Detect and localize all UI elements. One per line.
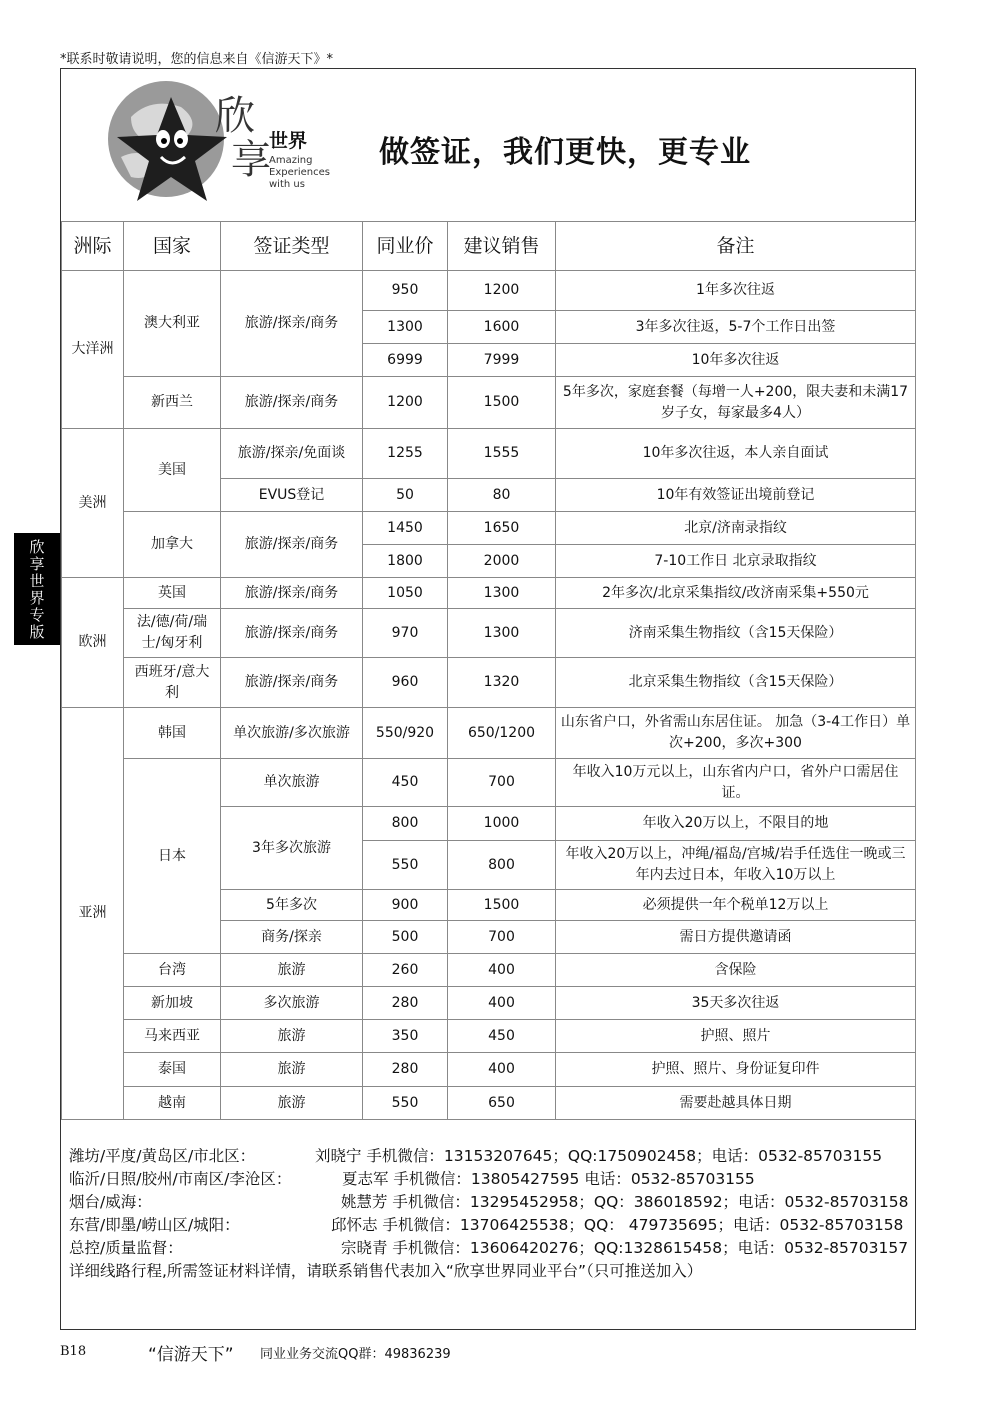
- table-cell: 新加坡: [124, 987, 221, 1020]
- header-trade-price: 同业价: [363, 222, 448, 271]
- table-cell: 1800: [363, 545, 448, 578]
- company-logo: [91, 77, 351, 217]
- table-cell: 80: [448, 479, 556, 512]
- table-cell: 2000: [448, 545, 556, 578]
- table-cell: 800: [363, 807, 448, 841]
- side-tab-char: 享: [29, 555, 45, 573]
- table-cell: 970: [363, 609, 448, 658]
- table-cell: 旅游/探亲/商务: [221, 609, 363, 658]
- table-cell: 500: [363, 921, 448, 954]
- contact-info: 刘晓宁 手机微信：13153207645；QQ:1750902458；电话：0532-85703155: [315, 1147, 883, 1165]
- table-cell: 旅游/探亲/商务: [221, 578, 363, 609]
- table-cell: 旅游: [221, 954, 363, 987]
- table-cell: 旅游: [221, 1053, 363, 1087]
- table-cell: 加拿大: [124, 512, 221, 578]
- table-cell: 美洲: [62, 429, 124, 578]
- table-cell: 6999: [363, 344, 448, 377]
- table-cell: 1年多次往返: [556, 271, 916, 311]
- table-cell: 800: [448, 841, 556, 890]
- qq-group: 同业业务交流QQ群：49836239: [260, 1347, 451, 1362]
- table-cell: 7999: [448, 344, 556, 377]
- logo-tagline-1: Amazing: [269, 155, 313, 166]
- table-row: [62, 1020, 916, 1053]
- table-cell: 5年多次: [221, 890, 363, 921]
- table-cell: 1300: [448, 578, 556, 609]
- contact-line: [69, 1145, 909, 1168]
- table-row: [62, 1087, 916, 1120]
- contact-line: [69, 1168, 909, 1191]
- table-cell: 1050: [363, 578, 448, 609]
- table-cell: 年收入20万以上，不限目的地: [556, 807, 916, 841]
- table-cell: EVUS登记: [221, 479, 363, 512]
- page-frame: [60, 68, 916, 1330]
- table-cell: 450: [448, 1020, 556, 1053]
- header: [61, 69, 915, 222]
- table-cell: 西班牙/意大利: [124, 658, 221, 708]
- table-cell: 北京采集生物指纹（含15天保险）: [556, 658, 916, 708]
- table-cell: 旅游/探亲/商务: [221, 658, 363, 708]
- table-body: [62, 271, 916, 1120]
- table-cell: 550: [363, 841, 448, 890]
- contact-area: 东营/即墨/崂山区/城阳：: [69, 1216, 240, 1234]
- table-row: [62, 708, 916, 759]
- table-cell: 韩国: [124, 708, 221, 759]
- table-row: [62, 1053, 916, 1087]
- table-cell: 1650: [448, 512, 556, 545]
- top-note: *联系时敬请说明，您的信息来自《信游天下》*: [60, 52, 334, 67]
- table-cell: 1320: [448, 658, 556, 708]
- side-tab-char: 世: [29, 572, 45, 590]
- table-cell: 1300: [363, 311, 448, 344]
- table-cell: 1300: [448, 609, 556, 658]
- table-row: [62, 609, 916, 658]
- table-cell: 单次旅游: [221, 759, 363, 807]
- table-cell: 1555: [448, 429, 556, 479]
- table-cell: 商务/探亲: [221, 921, 363, 954]
- table-cell: 旅游/探亲/商务: [221, 512, 363, 578]
- table-cell: 350: [363, 1020, 448, 1053]
- table-cell: 10年多次往返: [556, 344, 916, 377]
- table-cell: 护照、照片、身份证复印件: [556, 1053, 916, 1087]
- visa-price-table: [61, 221, 916, 1120]
- table-cell: 700: [448, 759, 556, 807]
- side-tab-char: 专: [29, 606, 45, 624]
- table-cell: 900: [363, 890, 448, 921]
- table-cell: 650/1200: [448, 708, 556, 759]
- table-cell: 35天多次往返: [556, 987, 916, 1020]
- side-tab-char: 界: [29, 589, 45, 607]
- table-cell: 旅游/探亲/免面谈: [221, 429, 363, 479]
- table-cell: 法/德/荷/瑞士/匈牙利: [124, 609, 221, 658]
- side-tab: [14, 533, 60, 645]
- table-row: [62, 954, 916, 987]
- contact-note: 详细线路行程,所需签证材料详情，请联系销售代表加入“欣享世界同业平台”（只可推送加入）: [69, 1262, 703, 1280]
- contact-area: 烟台/威海：: [69, 1193, 152, 1211]
- logo-char-1: 欣: [215, 93, 255, 139]
- header-continent: 洲际: [62, 222, 124, 271]
- contact-area: 总控/质量监督：: [69, 1239, 183, 1257]
- header-suggested-price: 建议销售: [448, 222, 556, 271]
- table-cell: 年收入20万以上，冲绳/福岛/宫城/岩手任选住一晚或三年内去过日本，年收入10万以上: [556, 841, 916, 890]
- publication-name: “信游天下”: [148, 1345, 234, 1365]
- contact-info: 邱怀志 手机微信：13706425538；QQ： 479735695；电话：0532-85703158: [331, 1216, 904, 1234]
- table-row: [62, 512, 916, 545]
- table-cell: 280: [363, 987, 448, 1020]
- table-cell: 1600: [448, 311, 556, 344]
- table-cell: 日本: [124, 759, 221, 954]
- table-row: [62, 271, 916, 311]
- side-tab-char: 版: [29, 623, 45, 641]
- table-cell: 950: [363, 271, 448, 311]
- table-cell: 400: [448, 987, 556, 1020]
- table-cell: 1500: [448, 377, 556, 429]
- table-cell: 2年多次/北京采集指纹/改济南采集+550元: [556, 578, 916, 609]
- table-cell: 260: [363, 954, 448, 987]
- mascot-pupil-right: [177, 138, 183, 144]
- table-cell: 新西兰: [124, 377, 221, 429]
- table-cell: 北京/济南录指纹: [556, 512, 916, 545]
- table-cell: 济南采集生物指纹（含15天保险）: [556, 609, 916, 658]
- mascot-pupil-left: [161, 138, 167, 144]
- table-cell: 马来西亚: [124, 1020, 221, 1053]
- table-cell: 澳大利亚: [124, 271, 221, 377]
- table-cell: 山东省户口，外省需山东居住证。 加急（3-4工作日）单次+200，多次+300: [556, 708, 916, 759]
- slogan: 做签证，我们更快，更专业: [379, 135, 751, 170]
- table-cell: 1200: [448, 271, 556, 311]
- table-cell: 10年多次往返，本人亲自面试: [556, 429, 916, 479]
- table-cell: 1450: [363, 512, 448, 545]
- table-cell: 1255: [363, 429, 448, 479]
- table-row: [62, 578, 916, 609]
- logo-tagline-2: Experiences: [269, 167, 330, 178]
- table-cell: 1500: [448, 890, 556, 921]
- table-cell: 5年多次，家庭套餐（每增一人+200，限夫妻和未满17岁子女，每家最多4人）: [556, 377, 916, 429]
- table-header-row: [62, 222, 916, 271]
- table-cell: 550/920: [363, 708, 448, 759]
- table-row: [62, 658, 916, 708]
- table-row: [62, 987, 916, 1020]
- contact-line: [69, 1237, 909, 1260]
- table-row: [62, 377, 916, 429]
- table-cell: 50: [363, 479, 448, 512]
- logo-char-2: 享: [231, 137, 271, 183]
- table-cell: 400: [448, 954, 556, 987]
- table-cell: 960: [363, 658, 448, 708]
- table-cell: 英国: [124, 578, 221, 609]
- logo-tagline-3: with us: [269, 179, 305, 190]
- page-number: B18: [60, 1344, 87, 1359]
- contact-line: [69, 1214, 909, 1237]
- table-cell: 10年有效签证出境前登记: [556, 479, 916, 512]
- contact-area: 临沂/日照/胶州/市南区/李沧区：: [69, 1170, 292, 1188]
- header-country: 国家: [124, 222, 221, 271]
- table-row: [62, 759, 916, 807]
- table-cell: 650: [448, 1087, 556, 1120]
- table-cell: 550: [363, 1087, 448, 1120]
- header-visa-type: 签证类型: [221, 222, 363, 271]
- table-cell: 护照、照片: [556, 1020, 916, 1053]
- table-cell: 美国: [124, 429, 221, 512]
- table-cell: 年收入10万元以上，山东省内户口，省外户口需居住证。: [556, 759, 916, 807]
- table-cell: 700: [448, 921, 556, 954]
- table-row: [62, 429, 916, 479]
- contact-section: [69, 1145, 909, 1283]
- table-cell: 欧洲: [62, 578, 124, 708]
- table-cell: 400: [448, 1053, 556, 1087]
- table-cell: 越南: [124, 1087, 221, 1120]
- table-cell: 多次旅游: [221, 987, 363, 1020]
- table-cell: 台湾: [124, 954, 221, 987]
- contact-line: [69, 1191, 909, 1214]
- contact-area: 潍坊/平度/黄岛区/市北区：: [69, 1147, 256, 1165]
- table-cell: 需要赴越具体日期: [556, 1087, 916, 1120]
- table-cell: 单次旅游/多次旅游: [221, 708, 363, 759]
- table-cell: 3年多次旅游: [221, 807, 363, 890]
- contact-info: 宗晓青 手机微信：13606420276；QQ:1328615458；电话：0532-85703157: [341, 1239, 909, 1257]
- contact-info: 姚慧芳 手机微信：13295452958；QQ：386018592；电话：0532-85703158: [341, 1193, 909, 1211]
- side-tab-char: 欣: [29, 538, 45, 556]
- table-cell: 大洋洲: [62, 271, 124, 429]
- table-cell: 1200: [363, 377, 448, 429]
- table-cell: 280: [363, 1053, 448, 1087]
- table-cell: 1000: [448, 807, 556, 841]
- table-cell: 旅游/探亲/商务: [221, 271, 363, 377]
- table-cell: 泰国: [124, 1053, 221, 1087]
- table-cell: 亚洲: [62, 708, 124, 1120]
- table-cell: 450: [363, 759, 448, 807]
- table-cell: 含保险: [556, 954, 916, 987]
- contact-info: 夏志军 手机微信：13805427595 电话：0532-85703155: [342, 1170, 755, 1188]
- table-cell: 需日方提供邀请函: [556, 921, 916, 954]
- table-cell: 7-10工作日 北京录取指纹: [556, 545, 916, 578]
- table-cell: 必须提供一年个税单12万以上: [556, 890, 916, 921]
- table-cell: 旅游/探亲/商务: [221, 377, 363, 429]
- header-remarks: 备注: [556, 222, 916, 271]
- table-cell: 旅游: [221, 1087, 363, 1120]
- table-cell: 3年多次往返，5-7个工作日出签: [556, 311, 916, 344]
- table-cell: 旅游: [221, 1020, 363, 1053]
- logo-brand-text: 世界: [269, 130, 308, 152]
